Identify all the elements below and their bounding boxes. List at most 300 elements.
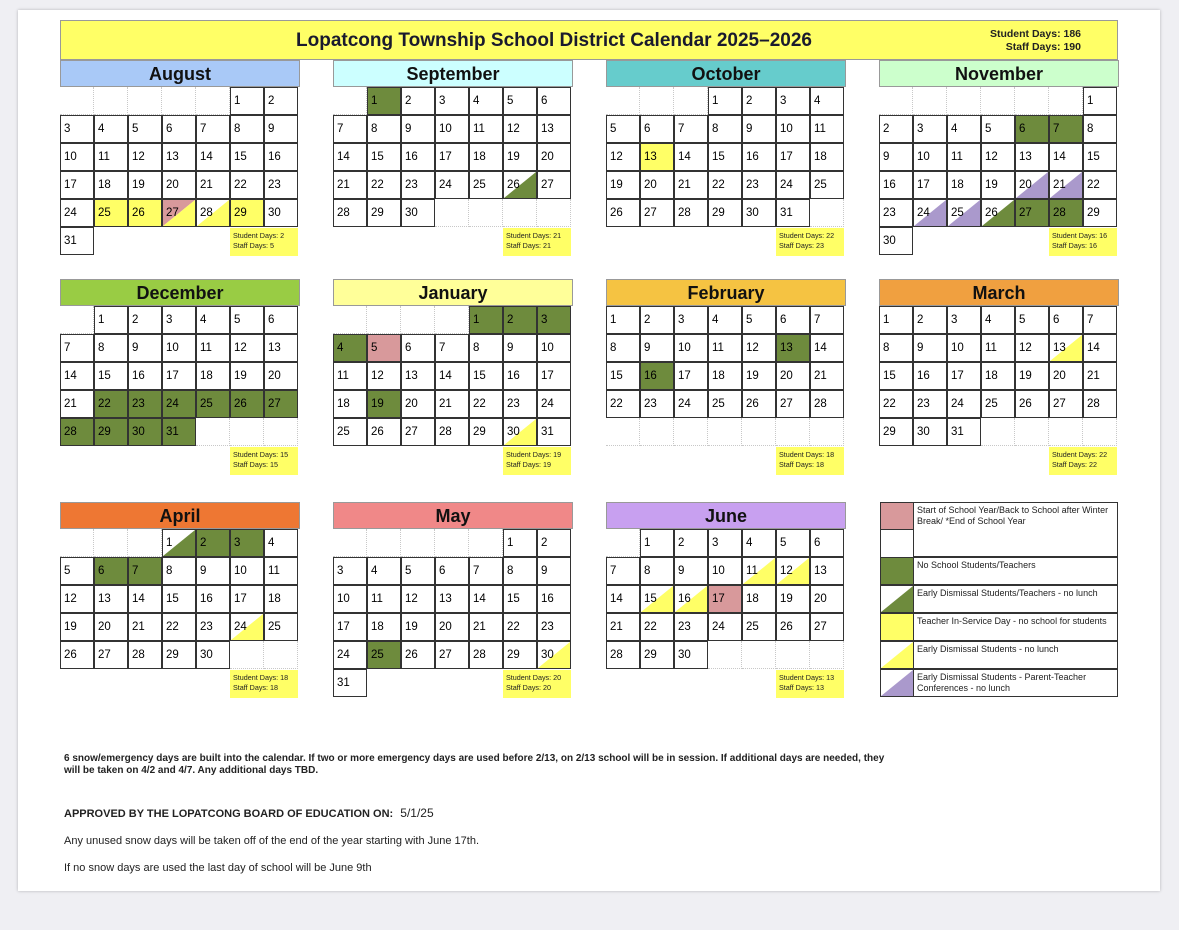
day-number: 14: [1053, 151, 1066, 163]
legend-label: Start of School Year/Back to School after Winter Break/ *End of School Year: [914, 502, 1118, 557]
day-cell: [333, 115, 367, 143]
day-number: 22: [234, 179, 247, 191]
day-number: 9: [678, 565, 685, 577]
total-staff-days: Staff Days: 190: [1005, 41, 1081, 53]
day-cell: [196, 306, 230, 334]
day-cell: [94, 199, 128, 227]
day-number: 7: [200, 123, 207, 135]
legend-label: Teacher In-Service Day - no school for students: [914, 613, 1118, 641]
day-cell: [981, 390, 1015, 418]
day-number: 7: [1087, 314, 1094, 326]
day-number: 26: [780, 621, 793, 633]
day-cell: [674, 143, 708, 171]
day-number: 16: [644, 370, 657, 382]
empty-cell: [469, 529, 503, 557]
day-number: 21: [337, 179, 350, 191]
day-number: 18: [746, 593, 759, 605]
day-number: 18: [98, 179, 111, 191]
day-number: 5: [132, 123, 139, 135]
empty-cell: [230, 641, 264, 669]
day-number: 10: [64, 151, 77, 163]
staff-days: Staff Days: 18: [233, 682, 279, 692]
day-number: 31: [337, 677, 350, 689]
day-number: 3: [64, 123, 71, 135]
student-days: Student Days: 20: [506, 673, 562, 682]
day-cell: [640, 529, 674, 557]
empty-cell: [810, 641, 844, 669]
day-number: 5: [234, 314, 241, 326]
day-cell: [537, 390, 571, 418]
day-number: 5: [610, 123, 617, 135]
legend-swatch: [880, 669, 914, 697]
day-cell: [1015, 199, 1049, 227]
day-number: 30: [883, 235, 896, 247]
day-cell: [913, 143, 947, 171]
day-cell: [742, 306, 776, 334]
month-day-counts: [230, 670, 298, 698]
day-cell: [162, 334, 196, 362]
day-number: 2: [405, 95, 412, 107]
day-number: 15: [166, 593, 179, 605]
day-number: 26: [1019, 398, 1032, 410]
month-header: June: [606, 502, 846, 529]
day-cell: [264, 334, 298, 362]
day-number: 29: [166, 649, 179, 661]
day-number: 10: [234, 565, 247, 577]
day-cell: [264, 613, 298, 641]
day-number: 17: [712, 593, 725, 605]
day-cell: [674, 171, 708, 199]
day-cell: [1083, 362, 1117, 390]
day-cell: [230, 171, 264, 199]
day-cell: [94, 390, 128, 418]
day-number: 18: [371, 621, 384, 633]
day-cell: [776, 529, 810, 557]
day-cell: [776, 585, 810, 613]
day-cell: [742, 115, 776, 143]
day-number: 13: [644, 151, 657, 163]
day-cell: [469, 418, 503, 446]
day-number: 29: [644, 649, 657, 661]
day-cell: [469, 362, 503, 390]
empty-cell: [367, 306, 401, 334]
day-cell: [469, 143, 503, 171]
day-number: 21: [678, 179, 691, 191]
day-cell: [606, 613, 640, 641]
day-cell: [947, 143, 981, 171]
day-cell: [640, 390, 674, 418]
snow-days-note: 6 snow/emergency days are built into the calendar. If two or more emergency days are used before 2/13, on 2/13 school will be in session. If additional days are needed, they will be taken on 4/2 and 4/7. Any additional days TBD.: [64, 753, 885, 776]
day-number: 26: [234, 398, 247, 410]
day-cell: [333, 362, 367, 390]
day-number: 29: [234, 207, 247, 219]
month-header: February: [606, 279, 846, 306]
day-cell: [367, 557, 401, 585]
day-number: 29: [98, 426, 111, 438]
day-cell: [640, 199, 674, 227]
day-cell: [503, 334, 537, 362]
legend-swatch: [880, 557, 914, 585]
month-header: September: [333, 60, 573, 87]
day-cell: [196, 199, 230, 227]
empty-cell: [196, 418, 230, 446]
day-number: 23: [644, 398, 657, 410]
day-number: 2: [678, 537, 685, 549]
day-cell: [333, 585, 367, 613]
day-cell: [469, 87, 503, 115]
day-cell: [230, 87, 264, 115]
day-cell: [128, 390, 162, 418]
day-cell: [401, 362, 435, 390]
day-number: 31: [64, 235, 77, 247]
day-cell: [810, 390, 844, 418]
day-cell: [128, 418, 162, 446]
day-cell: [230, 613, 264, 641]
day-cell: [196, 115, 230, 143]
day-cell: [401, 143, 435, 171]
day-number: 7: [814, 314, 821, 326]
empty-cell: [742, 418, 776, 446]
day-cell: [1083, 199, 1117, 227]
day-number: 17: [337, 621, 350, 633]
day-cell: [264, 171, 298, 199]
day-cell: [537, 143, 571, 171]
legend-swatch: [880, 502, 914, 530]
day-cell: [674, 199, 708, 227]
day-number: 14: [610, 593, 623, 605]
day-cell: [606, 585, 640, 613]
day-number: 9: [405, 123, 412, 135]
day-number: 17: [917, 179, 930, 191]
day-cell: [1015, 171, 1049, 199]
empty-cell: [60, 529, 94, 557]
day-cell: [640, 334, 674, 362]
day-number: 17: [678, 370, 691, 382]
day-number: 30: [541, 649, 554, 661]
day-cell: [606, 306, 640, 334]
month-day-counts: [230, 447, 298, 475]
day-number: 12: [507, 123, 520, 135]
month-day-counts: [503, 228, 571, 256]
day-number: 29: [1087, 207, 1100, 219]
day-cell: [810, 143, 844, 171]
day-number: 22: [473, 398, 486, 410]
day-number: 9: [746, 123, 753, 135]
day-number: 2: [917, 314, 924, 326]
day-number: 11: [200, 342, 212, 354]
day-cell: [196, 334, 230, 362]
day-cell: [742, 334, 776, 362]
day-number: 31: [951, 426, 964, 438]
day-cell: [742, 362, 776, 390]
day-number: 10: [166, 342, 179, 354]
day-cell: [333, 418, 367, 446]
day-number: 10: [337, 593, 350, 605]
day-number: 12: [405, 593, 418, 605]
day-number: 12: [746, 342, 759, 354]
day-cell: [162, 199, 196, 227]
day-cell: [128, 362, 162, 390]
day-number: 6: [166, 123, 173, 135]
day-cell: [435, 585, 469, 613]
day-cell: [674, 585, 708, 613]
day-cell: [264, 529, 298, 557]
day-cell: [674, 529, 708, 557]
day-number: 25: [746, 621, 759, 633]
day-cell: [1015, 334, 1049, 362]
day-cell: [674, 362, 708, 390]
day-cell: [1049, 199, 1083, 227]
day-cell: [367, 613, 401, 641]
day-cell: [94, 585, 128, 613]
day-cell: [913, 390, 947, 418]
day-cell: [94, 171, 128, 199]
empty-cell: [128, 529, 162, 557]
day-cell: [810, 557, 844, 585]
day-number: 6: [439, 565, 446, 577]
day-cell: [94, 641, 128, 669]
day-cell: [640, 362, 674, 390]
day-cell: [810, 115, 844, 143]
day-number: 29: [473, 426, 486, 438]
day-cell: [401, 641, 435, 669]
day-cell: [981, 199, 1015, 227]
day-number: 22: [371, 179, 384, 191]
empty-cell: [674, 87, 708, 115]
day-cell: [776, 306, 810, 334]
day-number: 16: [917, 370, 930, 382]
day-number: 28: [64, 426, 77, 438]
day-number: 28: [610, 649, 623, 661]
day-cell: [810, 87, 844, 115]
day-number: 13: [166, 151, 179, 163]
day-cell: [537, 529, 571, 557]
empty-cell: [1049, 418, 1083, 446]
day-number: 10: [951, 342, 964, 354]
day-cell: [503, 115, 537, 143]
day-number: 13: [1053, 342, 1066, 354]
day-number: 24: [541, 398, 554, 410]
empty-cell: [503, 199, 537, 227]
day-cell: [981, 334, 1015, 362]
day-number: 19: [132, 179, 145, 191]
day-number: 22: [610, 398, 623, 410]
day-number: 1: [644, 537, 651, 549]
day-number: 14: [200, 151, 213, 163]
day-cell: [503, 585, 537, 613]
day-number: 28: [439, 426, 452, 438]
day-cell: [537, 613, 571, 641]
day-number: 19: [610, 179, 623, 191]
day-number: 30: [507, 426, 520, 438]
student-days: Student Days: 21: [506, 231, 562, 240]
day-number: 15: [712, 151, 725, 163]
day-number: 9: [268, 123, 275, 135]
day-number: 13: [268, 342, 281, 354]
day-number: 22: [712, 179, 725, 191]
day-cell: [879, 306, 913, 334]
day-number: 21: [439, 398, 452, 410]
day-cell: [1015, 306, 1049, 334]
day-cell: [60, 418, 94, 446]
day-cell: [742, 199, 776, 227]
day-number: 24: [917, 207, 930, 219]
day-number: 16: [678, 593, 691, 605]
empty-cell: [128, 87, 162, 115]
day-cell: [94, 418, 128, 446]
day-number: 11: [268, 565, 280, 577]
day-cell: [94, 143, 128, 171]
empty-cell: [640, 87, 674, 115]
day-number: 19: [64, 621, 77, 633]
day-number: 24: [951, 398, 964, 410]
day-number: 13: [814, 565, 827, 577]
day-number: 5: [405, 565, 412, 577]
day-cell: [503, 306, 537, 334]
day-cell: [94, 334, 128, 362]
day-number: 23: [746, 179, 759, 191]
day-number: 24: [166, 398, 179, 410]
day-number: 5: [1019, 314, 1026, 326]
day-cell: [230, 306, 264, 334]
day-number: 28: [337, 207, 350, 219]
day-number: 5: [985, 123, 992, 135]
day-cell: [128, 557, 162, 585]
day-number: 23: [507, 398, 520, 410]
day-cell: [503, 641, 537, 669]
day-cell: [1083, 143, 1117, 171]
day-cell: [401, 87, 435, 115]
day-number: 25: [985, 398, 998, 410]
empty-cell: [913, 87, 947, 115]
legend-label: Early Dismissal Students/Teachers - no lunch: [914, 585, 1118, 613]
day-number: 24: [64, 207, 77, 219]
day-number: 15: [610, 370, 623, 382]
day-number: 8: [98, 342, 105, 354]
legend-label: Early Dismissal Students - Parent-Teacher Conferences - no lunch: [914, 669, 1118, 697]
day-number: 14: [473, 593, 486, 605]
day-cell: [913, 115, 947, 143]
day-cell: [879, 227, 913, 255]
day-number: 2: [883, 123, 890, 135]
day-number: 14: [678, 151, 691, 163]
day-number: 28: [132, 649, 145, 661]
day-number: 6: [541, 95, 548, 107]
day-cell: [367, 390, 401, 418]
day-cell: [640, 143, 674, 171]
day-cell: [503, 87, 537, 115]
day-cell: [128, 199, 162, 227]
day-cell: [1015, 115, 1049, 143]
day-number: 18: [200, 370, 213, 382]
month-may: [333, 502, 573, 698]
day-cell: [742, 171, 776, 199]
day-number: 17: [166, 370, 179, 382]
day-number: 20: [1053, 370, 1066, 382]
day-cell: [469, 334, 503, 362]
legend-swatch: [880, 585, 914, 613]
day-number: 21: [64, 398, 77, 410]
day-cell: [1083, 115, 1117, 143]
day-number: 31: [541, 426, 554, 438]
title-bar: [60, 20, 1118, 60]
day-cell: [469, 115, 503, 143]
staff-days: Staff Days: 16: [1052, 240, 1098, 250]
day-cell: [333, 171, 367, 199]
day-number: 26: [507, 179, 520, 191]
empty-cell: [94, 529, 128, 557]
day-cell: [128, 143, 162, 171]
day-number: 26: [985, 207, 998, 219]
day-number: 25: [951, 207, 964, 219]
day-number: 6: [98, 565, 105, 577]
day-number: 4: [746, 537, 753, 549]
day-number: 28: [200, 207, 213, 219]
month-header: January: [333, 279, 573, 306]
day-number: 17: [951, 370, 964, 382]
day-cell: [1049, 306, 1083, 334]
day-number: 6: [780, 314, 787, 326]
day-number: 22: [98, 398, 111, 410]
month-header: November: [879, 60, 1119, 87]
month-day-counts: [776, 228, 844, 256]
day-cell: [333, 199, 367, 227]
day-cell: [537, 306, 571, 334]
month-header: March: [879, 279, 1119, 306]
day-cell: [810, 585, 844, 613]
day-cell: [606, 390, 640, 418]
day-number: 11: [473, 123, 485, 135]
day-cell: [537, 418, 571, 446]
day-number: 11: [98, 151, 110, 163]
empty-cell: [435, 199, 469, 227]
day-cell: [879, 362, 913, 390]
day-cell: [367, 334, 401, 362]
day-number: 4: [951, 123, 958, 135]
day-number: 14: [814, 342, 827, 354]
day-cell: [196, 390, 230, 418]
day-cell: [776, 362, 810, 390]
day-cell: [708, 529, 742, 557]
day-cell: [60, 334, 94, 362]
empty-cell: [333, 529, 367, 557]
empty-cell: [435, 529, 469, 557]
day-number: 7: [473, 565, 480, 577]
legend-swatch: [880, 641, 914, 669]
day-number: 16: [405, 151, 418, 163]
day-number: 23: [132, 398, 145, 410]
day-cell: [776, 87, 810, 115]
day-number: 5: [371, 342, 378, 354]
day-number: 4: [268, 537, 275, 549]
day-cell: [879, 334, 913, 362]
day-number: 16: [746, 151, 759, 163]
day-cell: [230, 362, 264, 390]
day-number: 25: [268, 621, 281, 633]
last-day-note: If no snow days are used the last day of school will be June 9th: [64, 862, 372, 874]
day-number: 27: [166, 207, 179, 219]
day-number: 8: [473, 342, 480, 354]
day-number: 3: [678, 314, 685, 326]
day-cell: [879, 199, 913, 227]
day-number: 21: [200, 179, 213, 191]
month-day-counts: [1049, 228, 1117, 256]
day-number: 30: [917, 426, 930, 438]
day-number: 26: [405, 649, 418, 661]
day-number: 23: [200, 621, 213, 633]
day-number: 8: [883, 342, 890, 354]
day-number: 24: [712, 621, 725, 633]
